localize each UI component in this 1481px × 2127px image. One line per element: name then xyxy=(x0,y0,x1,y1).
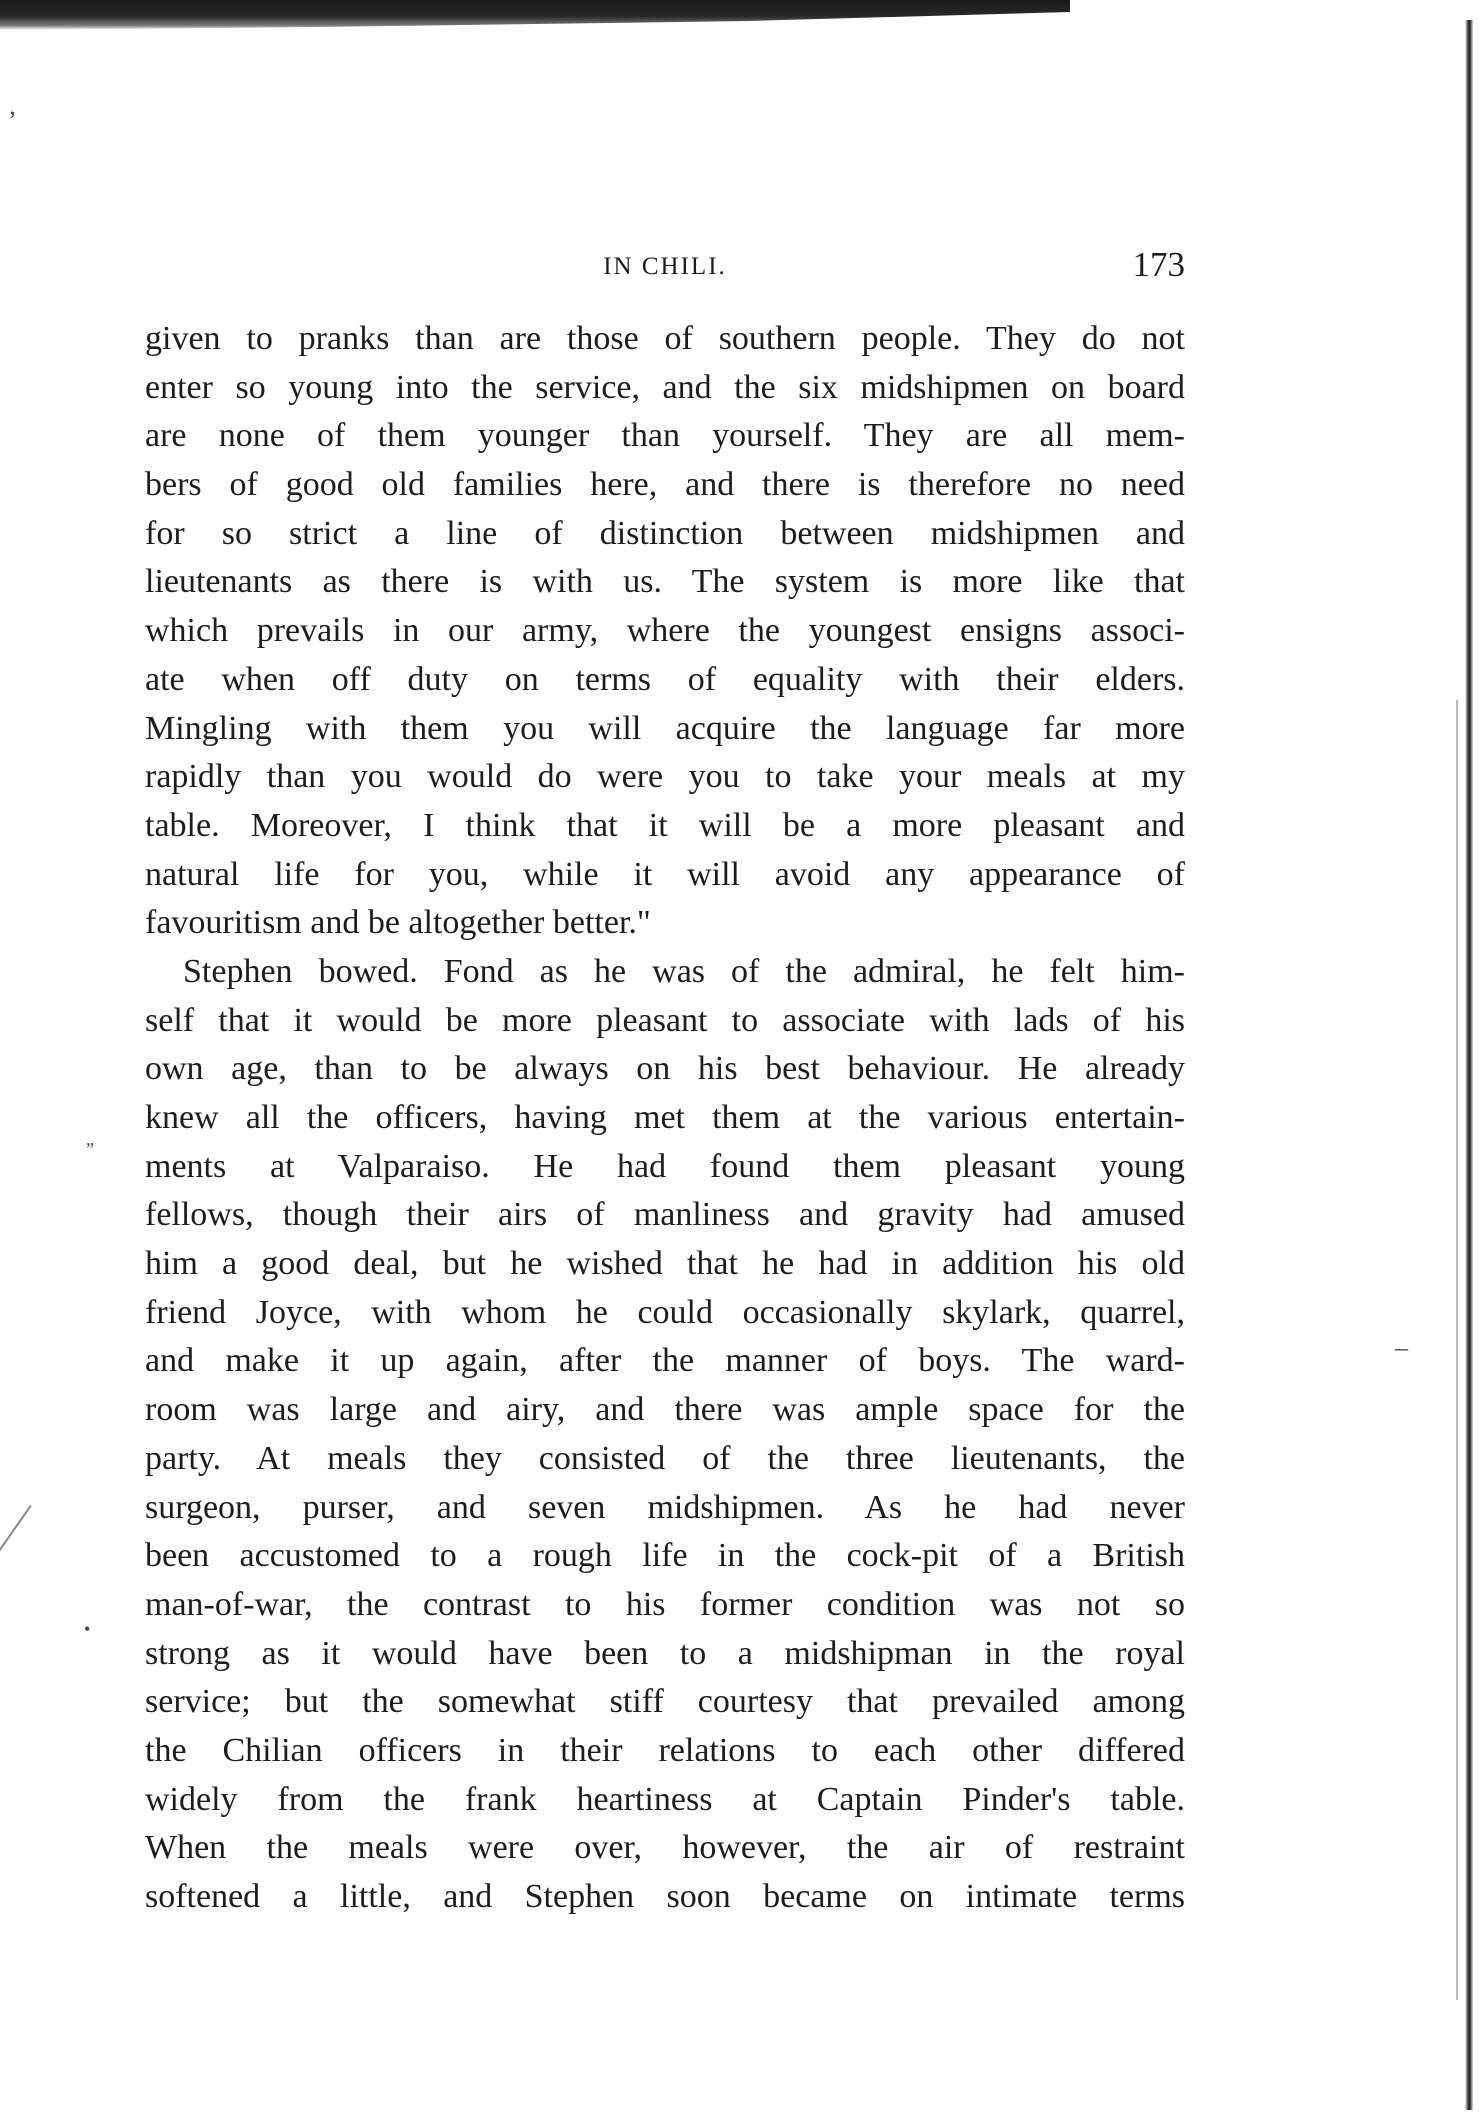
margin-pencil-mark xyxy=(0,1505,32,1621)
text-line: service; but the somewhat stiff courtesy that prevailed among xyxy=(145,1683,1185,1721)
text-line: lieutenants as there is with us. The system is more like that xyxy=(145,563,1185,601)
text-line: man-of-war, the contrast to his former condition was not so xyxy=(145,1585,1185,1623)
page-number: 173 xyxy=(1132,245,1185,284)
text-line: When the meals were over, however, the air of restraint xyxy=(145,1829,1185,1867)
text-line: enter so young into the service, and the six midshipmen on board xyxy=(145,368,1185,406)
text-line: him a good deal, but he wished that he had in addition his old xyxy=(145,1245,1185,1283)
text-line: the Chilian officers in their relations to each other differed xyxy=(145,1731,1185,1769)
text-line: ate when off duty on terms of equality with their elders. xyxy=(145,660,1185,698)
text-line: rapidly than you would do were you to take your meals at my xyxy=(145,758,1185,796)
text-line: table. Moreover, I think that it will be a more pleasant and xyxy=(145,806,1185,844)
text-line: given to pranks than are those of southern people. They do not xyxy=(145,320,1185,357)
text-line: party. At meals they consisted of the three lieutenants, the xyxy=(145,1439,1185,1477)
scan-speck-mark: – xyxy=(1395,1333,1408,1362)
scan-page-edge-shadow xyxy=(1456,700,1458,2000)
scan-speck-mark: ” xyxy=(86,1139,94,1159)
text-line: Stephen bowed. Fond as he was of the admiral, he felt him- xyxy=(183,952,1185,990)
text-line: strong as it would have been to a midshipman in the royal xyxy=(145,1634,1185,1672)
text-line: which prevails in our army, where the youngest ensigns associ- xyxy=(145,612,1185,650)
text-line: room was large and airy, and there was ample space for the xyxy=(145,1391,1185,1429)
body-text xyxy=(145,315,1185,1922)
text-line: self that it would be more pleasant to associate with lads of his xyxy=(145,1001,1185,1039)
text-line: friend Joyce, with whom he could occasionally skylark, quarrel, xyxy=(145,1293,1185,1331)
text-line: knew all the officers, having met them at the various entertain- xyxy=(145,1099,1185,1136)
scan-speck-mark: ’ xyxy=(8,106,17,135)
text-line: ments at Valparaiso. He had found them pleasant young xyxy=(145,1147,1185,1185)
text-line: surgeon, purser, and seven midshipmen. As he had never xyxy=(145,1488,1185,1526)
text-line: own age, than to be always on his best behaviour. He already xyxy=(145,1050,1185,1088)
text-line: fellows, though their airs of manliness and gravity had amused xyxy=(145,1196,1185,1234)
text-line: softened a little, and Stephen soon became on intimate terms xyxy=(145,1878,1185,1915)
text-line: are none of them younger than yourself. They are all mem- xyxy=(145,417,1185,455)
text-line: bers of good old families here, and there is therefore no need xyxy=(145,466,1185,504)
text-line: for so strict a line of distinction between midshipmen and xyxy=(145,514,1185,552)
running-head xyxy=(145,245,1185,295)
scan-page-edge xyxy=(1465,20,1473,2110)
scan-top-bar xyxy=(0,0,1070,30)
text-line: and make it up again, after the manner of boys. The ward- xyxy=(145,1342,1185,1380)
text-line: widely from the frank heartiness at Captain Pinder's table. xyxy=(145,1780,1185,1818)
text-line: natural life for you, while it will avoid any appearance of xyxy=(145,855,1185,893)
scan-speck-mark: • xyxy=(84,1619,91,1639)
text-line: favouritism and be altogether better." xyxy=(145,904,651,942)
text-line: been accustomed to a rough life in the cock-pit of a British xyxy=(145,1537,1185,1575)
running-title: IN CHILI. xyxy=(603,253,727,280)
text-line: Mingling with them you will acquire the language far more xyxy=(145,709,1185,747)
